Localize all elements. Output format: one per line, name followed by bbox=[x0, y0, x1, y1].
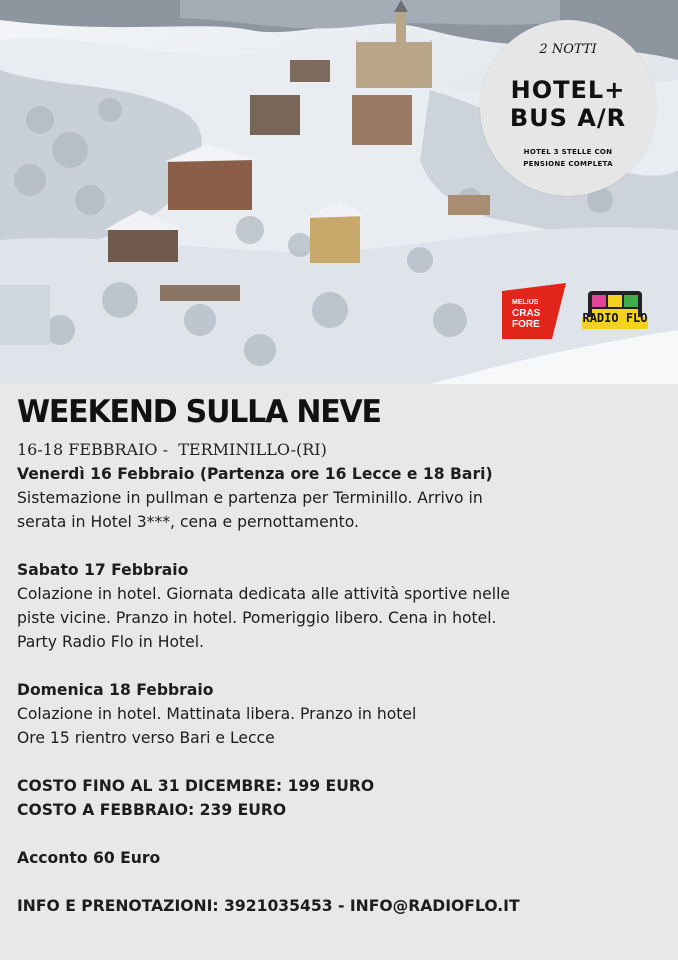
badge-headline bbox=[480, 76, 656, 132]
day-text-line: serata in Hotel 3***, cena e pernottamento. bbox=[17, 513, 359, 531]
deposit: Acconto 60 Euro bbox=[17, 849, 161, 867]
contact-info: INFO E PRENOTAZIONI: 3921035453 - INFO@RADIOFLO.IT bbox=[17, 897, 520, 915]
prices bbox=[17, 774, 662, 822]
day-text-line: Colazione in hotel. Giornata dedicata alle attività sportive nelle bbox=[17, 585, 511, 603]
radio-flo-logo bbox=[582, 287, 648, 333]
melius-cras-fore-logo bbox=[502, 283, 566, 339]
day-text-line: Ore 15 rientro verso Bari e Lecce bbox=[17, 729, 275, 747]
badge-details: HOTEL 3 STELLE CON PENSIONE COMPLETA bbox=[523, 148, 613, 168]
offer-badge bbox=[480, 20, 656, 196]
price-early: COSTO FINO AL 31 DICEMBRE: 199 EURO bbox=[17, 777, 375, 795]
day-text-line: Party Radio Flo in Hotel. bbox=[17, 633, 204, 651]
day-heading: Sabato 17 Febbraio bbox=[17, 561, 189, 579]
day-heading: Domenica 18 Febbraio bbox=[17, 681, 214, 699]
itinerary-day-saturday bbox=[17, 558, 662, 654]
melius-logo-line1: MELIUS bbox=[512, 299, 539, 306]
melius-logo-line3: FORE bbox=[512, 319, 540, 330]
price-february: COSTO A FEBBRAIO: 239 EURO bbox=[17, 801, 287, 819]
page-title: WEEKEND SULLA NEVE bbox=[17, 394, 381, 431]
day-text-line: Sistemazione in pullman e partenza per Terminillo. Arrivo in bbox=[17, 489, 483, 507]
melius-logo-line2: CRAS bbox=[512, 308, 541, 319]
itinerary-day-sunday bbox=[17, 678, 662, 750]
radio-flo-logo-text: RADIO FLO bbox=[582, 311, 648, 325]
badge-nights: 2 NOTTI bbox=[539, 42, 597, 57]
day-text-line: Colazione in hotel. Mattinata libera. Pranzo in hotel bbox=[17, 705, 417, 723]
day-text-line: piste vicine. Pranzo in hotel. Pomeriggio libero. Cena in hotel. bbox=[17, 609, 497, 627]
header-photo bbox=[0, 0, 678, 384]
badge-headline-line1: HOTEL+ bbox=[510, 76, 626, 104]
itinerary-day-friday bbox=[17, 462, 662, 534]
day-heading: Venerdì 16 Febbraio (Partenza ore 16 Lecce e 18 Bari) bbox=[17, 465, 493, 483]
badge-headline-line2: BUS A/R bbox=[509, 104, 627, 132]
dates-location: 16-18 FEBBRAIO - TERMINILLO-(RI) bbox=[17, 440, 327, 459]
content bbox=[17, 393, 662, 918]
